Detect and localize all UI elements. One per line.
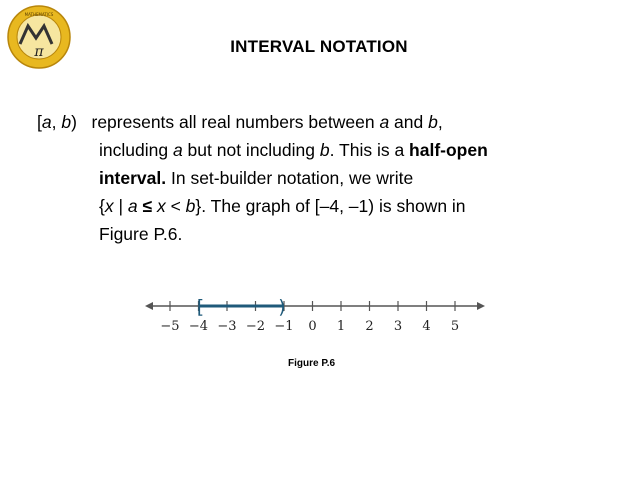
number-line-figure	[145, 290, 485, 336]
tick-label: 2	[365, 319, 374, 334]
definition-line-4: {x | a ≤ x < b}. The graph of [–4, –1) is shown in	[99, 196, 466, 216]
figure-caption: Figure P.6	[288, 358, 336, 369]
definition-line-5: Figure P.6.	[99, 224, 183, 244]
left-endpoint-bracket: [	[196, 296, 205, 318]
right-endpoint-paren: )	[278, 296, 286, 318]
tick-label: 5	[450, 319, 460, 334]
svg-text:MATHEMATICS: MATHEMATICS	[24, 12, 54, 17]
slide-body	[37, 108, 597, 248]
axis-arrow-left	[145, 302, 153, 310]
definition-line-3: interval. In set-builder notation, we write	[99, 168, 414, 188]
slide-title: INTERVAL NOTATION	[230, 37, 408, 56]
definition-line-2: including a but not including b. This is a half-open	[99, 140, 488, 160]
tick-label: 0	[308, 319, 317, 334]
tick-label: 1	[336, 319, 346, 334]
tick-label: −3	[217, 319, 237, 334]
tick-label: 3	[393, 319, 403, 334]
definition-line-1: [a, b) represents all real numbers between a and b,	[37, 112, 443, 132]
tick-label: −5	[160, 319, 180, 334]
tick-label: −2	[245, 319, 266, 334]
svg-text:π: π	[34, 44, 44, 60]
axis-arrow-right	[477, 302, 485, 310]
tick-label: −1	[274, 319, 294, 334]
tick-label: 4	[422, 319, 431, 334]
tick-label: −4	[188, 319, 209, 334]
